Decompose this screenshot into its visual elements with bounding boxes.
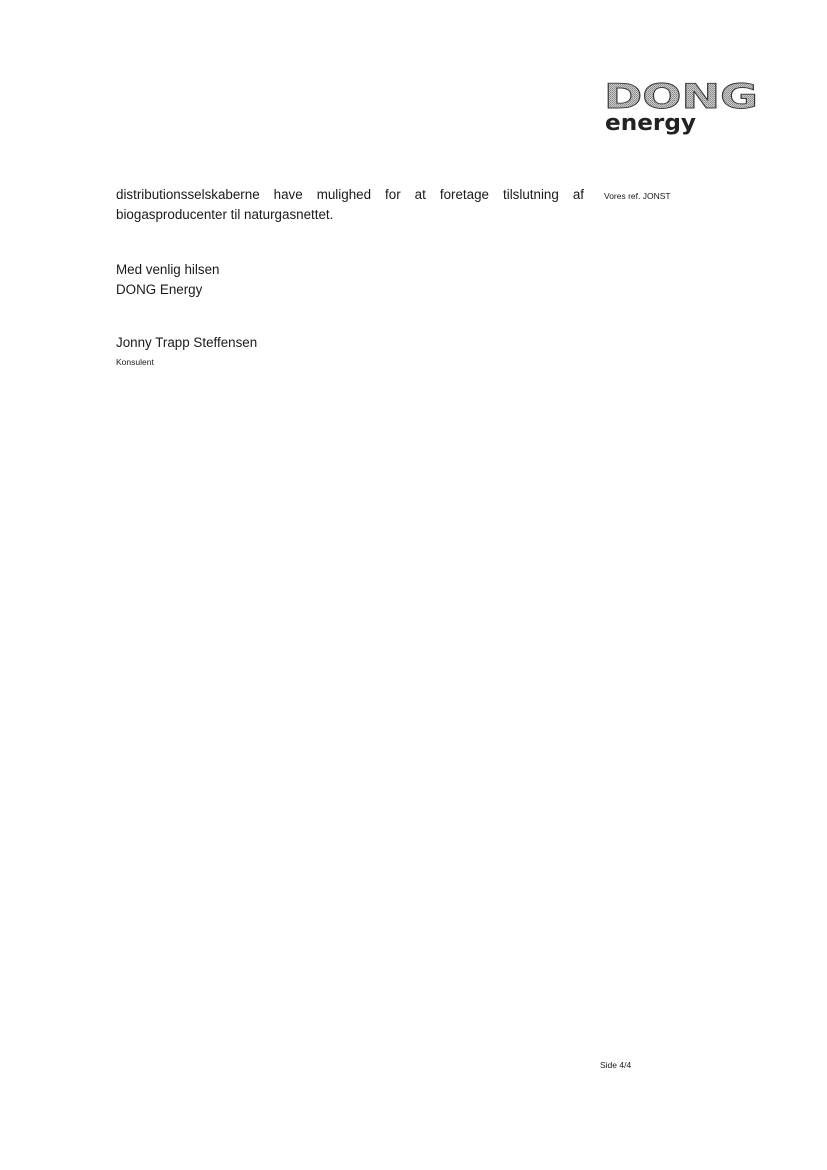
closing-company: DONG Energy <box>116 282 203 297</box>
closing-greeting: Med venlig hilsen <box>116 262 220 277</box>
signer-name: Jonny Trapp Steffensen <box>116 335 258 350</box>
letter-body-paragraph: distributionsselskaberne have mulighed for at foretage tilslutning af biogasproducenter til naturgasnettet. <box>116 187 584 222</box>
page-number: Side 4/4 <box>600 1060 632 1070</box>
logo-brand-text: DONG <box>604 80 758 117</box>
signer-title: Konsulent <box>116 357 154 367</box>
signer-block <box>116 334 257 368</box>
reference-label: Vores ref. JONST <box>604 191 671 201</box>
closing-block <box>116 260 219 300</box>
logo-tagline-text: energy <box>605 111 696 136</box>
company-logo <box>604 80 760 136</box>
